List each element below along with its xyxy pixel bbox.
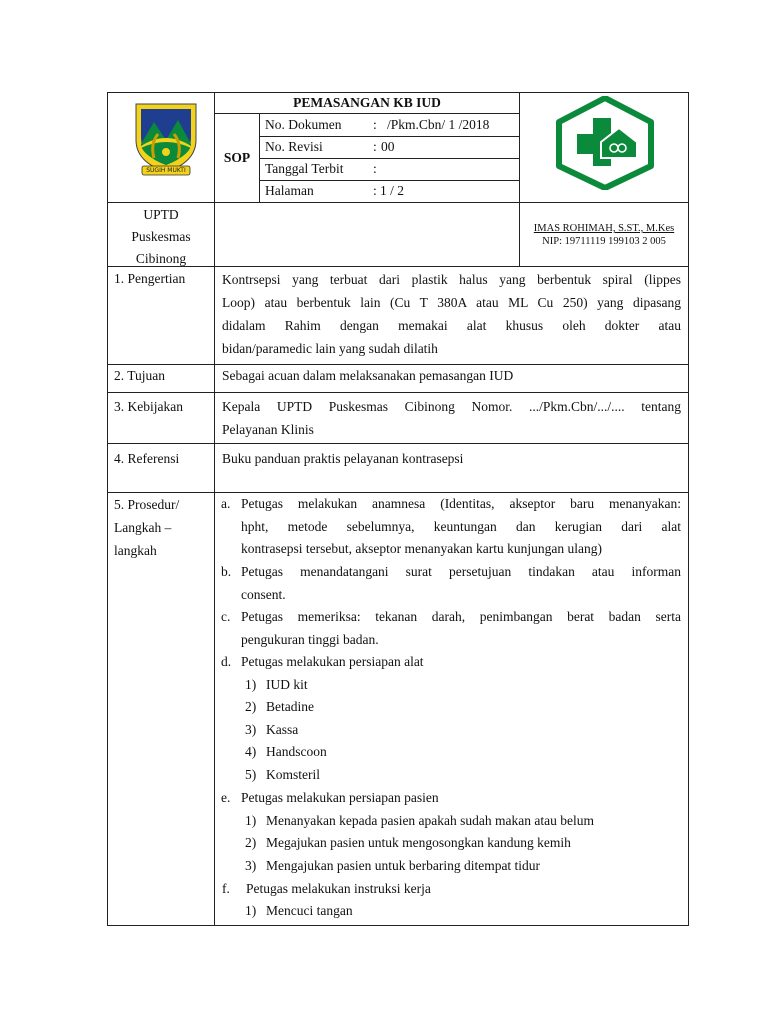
text-line: Petugas memeriksa: tekanan darah, penimbangan berat badan serta <box>241 609 681 624</box>
text-line: Petugas melakukan instruksi kerja <box>246 881 431 896</box>
section-pengertian-body <box>222 268 681 360</box>
section-pengertian-label: 1. Pengertian <box>114 271 186 286</box>
meta-label: Halaman <box>265 183 314 198</box>
meta-label: No. Dokumen <box>265 117 342 132</box>
item-marker: f. <box>222 881 230 896</box>
item-marker: 2) <box>245 699 257 714</box>
procedure-item <box>221 561 681 606</box>
meta-sep: : <box>373 183 377 198</box>
org-line: Cibinong <box>135 251 187 266</box>
sop-label: SOP <box>223 150 251 165</box>
text-line: Petugas melakukan anamnesa (Identitas, akseptor baru menanyakan: <box>241 496 681 511</box>
meta-sep: : <box>373 139 377 154</box>
label-line: Langkah – <box>114 520 172 535</box>
section-tujuan-label: 2. Tujuan <box>114 368 166 383</box>
text-line: Mengajukan pasien untuk berbaring ditempat tidur <box>266 858 541 873</box>
meta-value: 00 <box>381 139 395 154</box>
meta-sep: : <box>373 117 377 132</box>
item-marker: 3) <box>245 722 257 737</box>
item-marker: c. <box>221 609 231 624</box>
text-line: IUD kit <box>266 677 308 692</box>
text-line: Mencuci tangan <box>266 903 353 918</box>
item-marker: 3) <box>245 858 257 873</box>
text-line: bidan/paramedic lain yang sudah dilatih <box>222 341 438 356</box>
item-marker: 1) <box>245 813 257 828</box>
text-line: Kassa <box>266 722 299 737</box>
text-line: Loop) atau berbentuk lain (Cu T 380A atau ML Cu 250) yang dipasang <box>222 295 681 310</box>
label-line: 5. Prosedur/ <box>114 497 180 512</box>
section-referensi-label: 4. Referensi <box>114 451 180 466</box>
org-line: Puskesmas <box>131 229 191 244</box>
meta-value: /Pkm.Cbn/ 1 /2018 <box>387 117 490 132</box>
crest-motto: SUGIH MUKTI <box>146 167 186 174</box>
item-marker: 5) <box>245 767 257 782</box>
text-line: Menanyakan kepada pasien apakah sudah makan atau belum <box>266 813 594 828</box>
meta-label: Tanggal Terbit <box>265 161 344 176</box>
item-marker: a. <box>221 496 231 511</box>
section-kebijakan-label: 3. Kebijakan <box>114 399 183 414</box>
section-referensi-body: Buku panduan praktis pelayanan kontrasepsi <box>222 451 464 466</box>
item-marker: 2) <box>245 835 257 850</box>
item-marker: e. <box>221 790 231 805</box>
signer-name: IMAS ROHIMAH, S.ST., M.Kes <box>533 223 675 234</box>
puskesmas-logo <box>555 96 655 190</box>
text-line: Kepala UPTD Puskesmas Cibinong Nomor. .../Pkm.Cbn/.../.... tentang <box>222 399 681 414</box>
item-marker: 4) <box>245 744 257 759</box>
text-line: Handscoon <box>266 744 327 759</box>
regency-crest-logo <box>128 100 204 180</box>
section-kebijakan-body <box>222 395 681 441</box>
item-marker: 1) <box>245 903 257 918</box>
org-line: UPTD <box>143 207 179 222</box>
text-line: Betadine <box>266 699 314 714</box>
text-line: Petugas melakukan persiapan alat <box>241 654 424 669</box>
text-line: Petugas menandatangani surat persetujuan tindakan atau informan <box>241 564 681 579</box>
text-line: pengukuran tinggi badan. <box>241 631 379 647</box>
procedure-item <box>221 493 681 561</box>
meta-sep: : <box>373 161 377 176</box>
text-line: Megajukan pasien untuk mengosongkan kandung kemih <box>266 835 571 850</box>
item-marker: b. <box>221 564 232 579</box>
meta-label: No. Revisi <box>265 139 323 154</box>
text-line: Kontrsepsi yang terbuat dari plastik halus yang berbentuk spiral (lippes <box>222 272 681 287</box>
item-marker: 1) <box>245 677 257 692</box>
text-line: kontrasepsi tersebut, akseptor menanyakan kartu kunjungan ulang) <box>241 541 603 556</box>
text-line: Komsteril <box>266 767 320 782</box>
text-line: hpht, metode sebelumnya, keuntungan dan kerugian dari alat <box>241 518 681 534</box>
item-marker: d. <box>221 654 232 669</box>
label-line: langkah <box>114 543 157 558</box>
meta-value: 1 / 2 <box>380 183 405 198</box>
text-line: Pelayanan Klinis <box>222 422 314 437</box>
text-line: consent. <box>241 586 286 602</box>
procedure-item <box>221 606 681 651</box>
section-tujuan-body: Sebagai acuan dalam melaksanakan pemasangan IUD <box>222 368 514 383</box>
text-line: Petugas melakukan persiapan pasien <box>241 790 439 805</box>
document-title: PEMASANGAN KB IUD <box>293 95 441 110</box>
signer-nip: NIP: 19711119 199103 2 005 <box>542 236 666 247</box>
text-line: didalam Rahim dengan memakai alat khusus oleh dokter atau <box>222 318 681 333</box>
